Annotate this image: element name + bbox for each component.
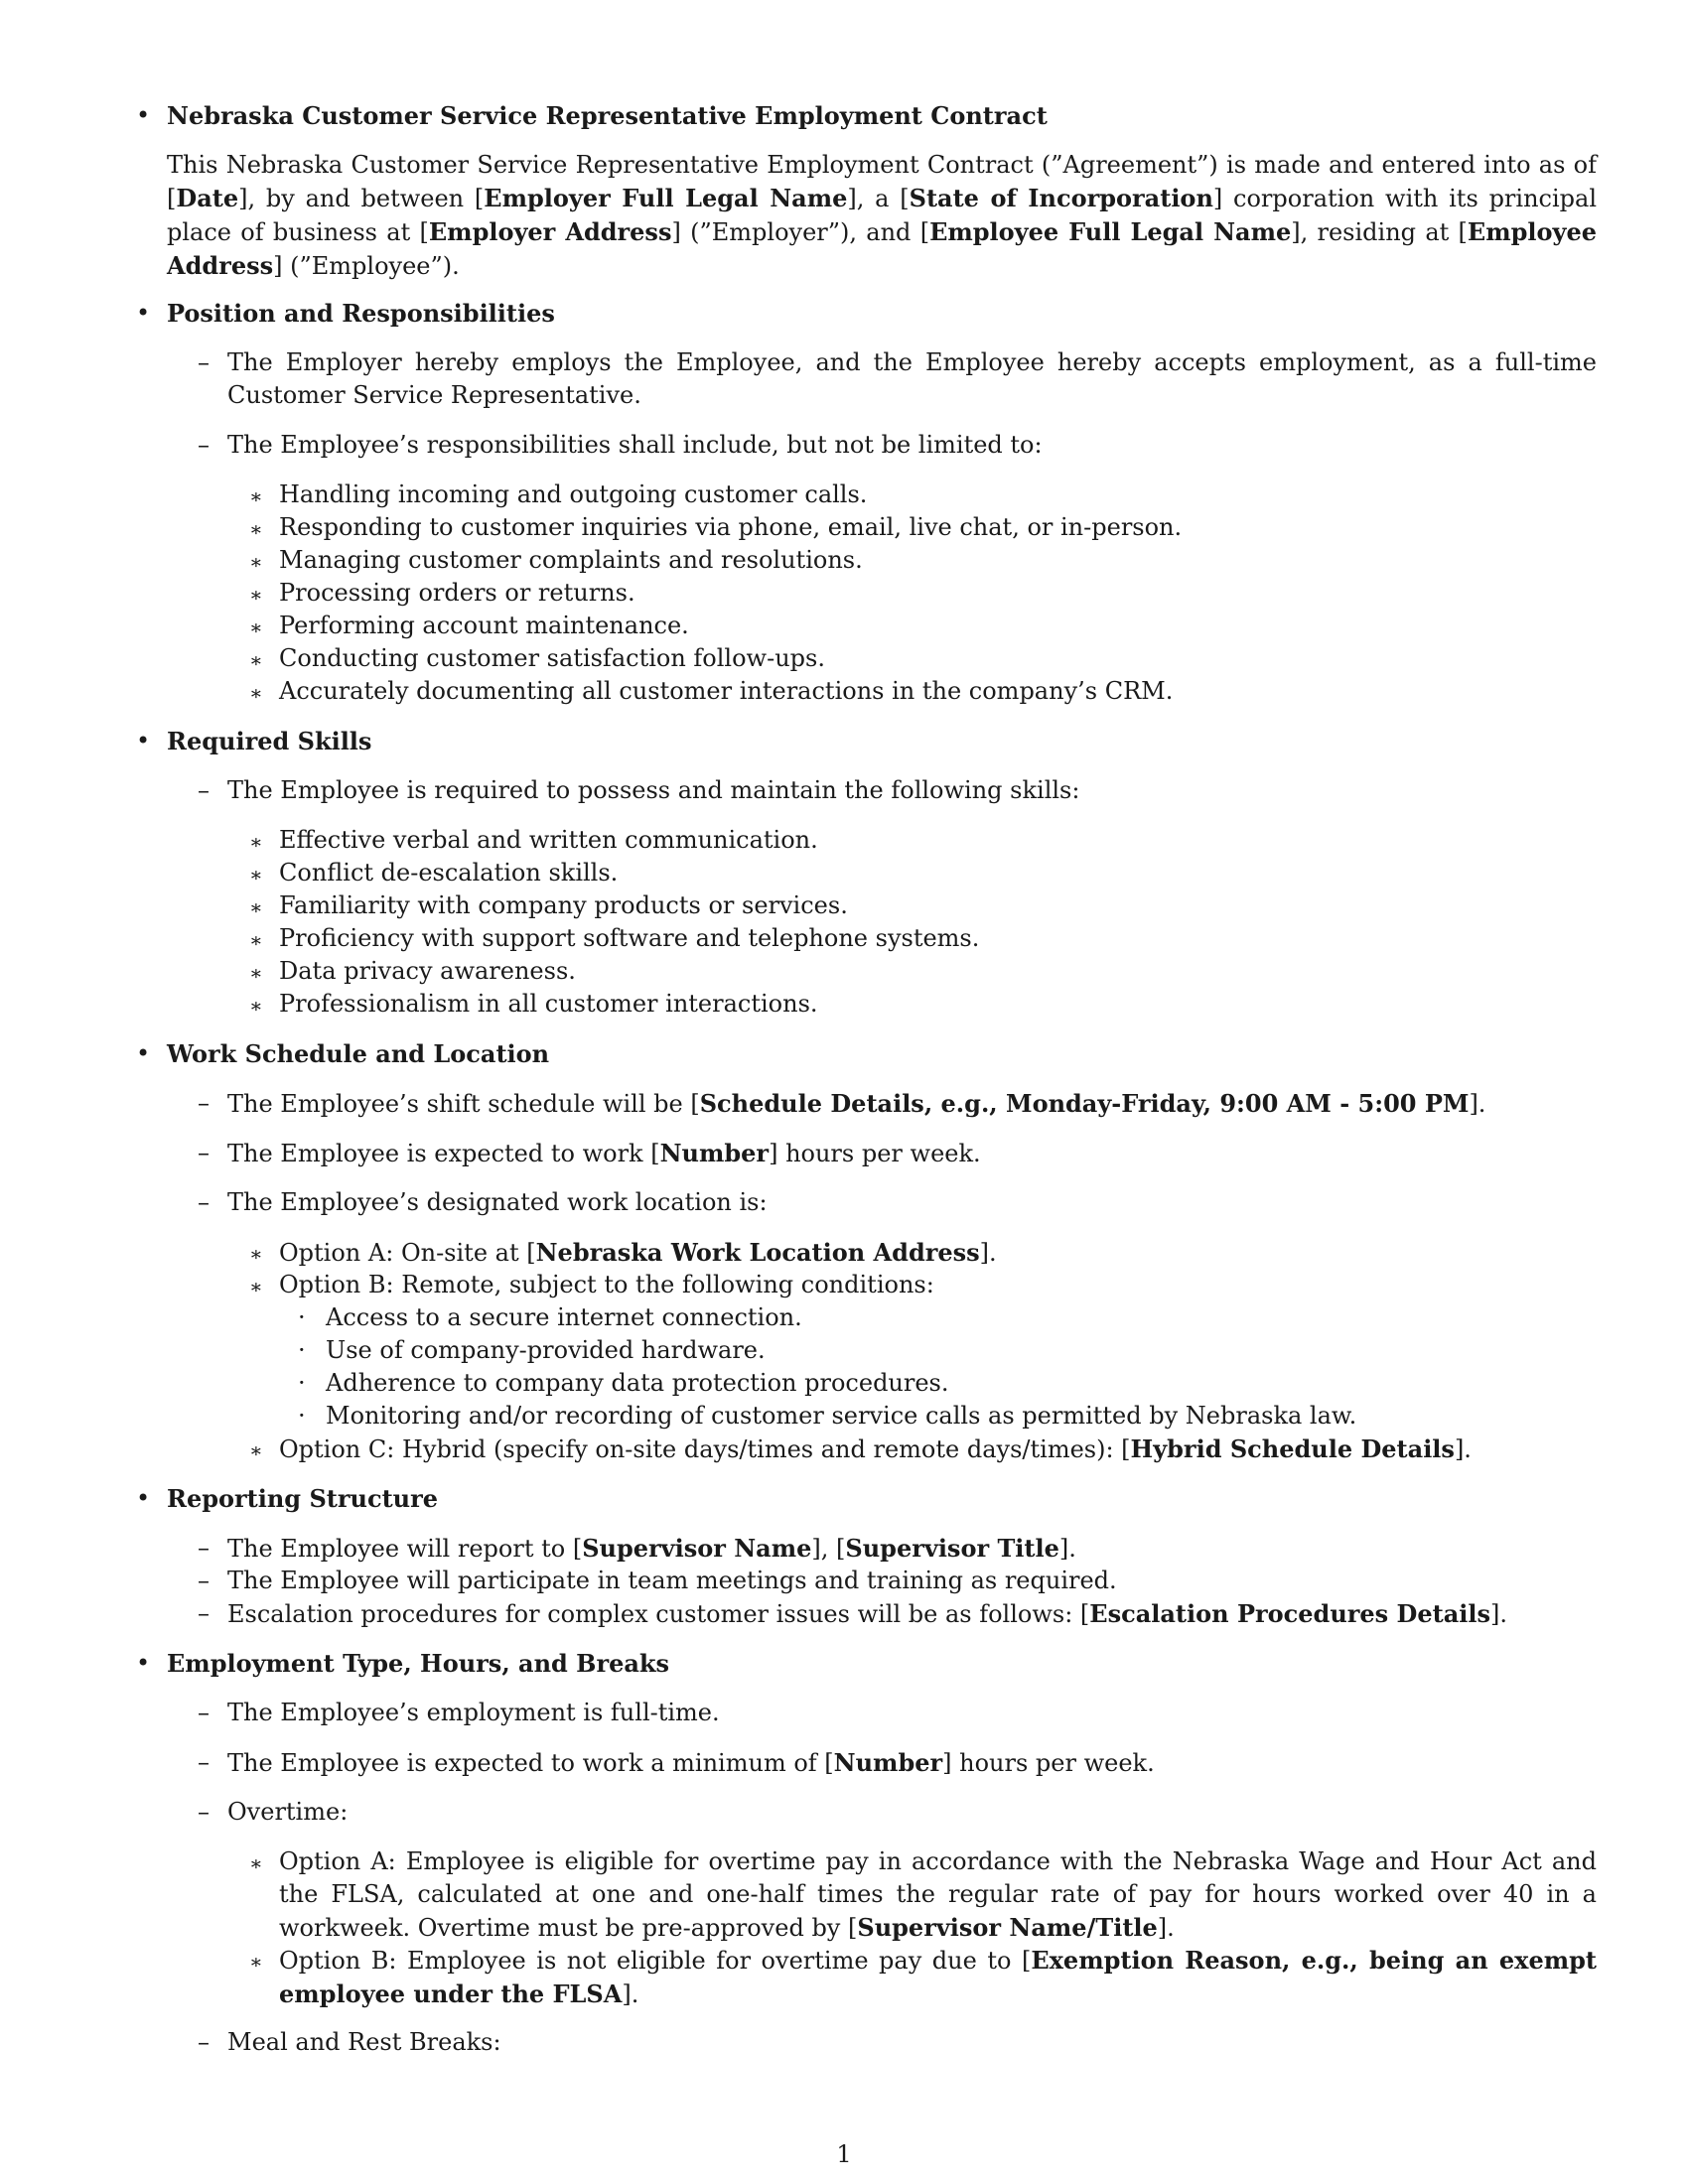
asterisk-icon: ∗ xyxy=(249,615,263,639)
section-heading-skills: • Required Skills xyxy=(136,727,372,755)
dot-icon: · xyxy=(298,1369,306,1397)
list-item: ∗ Professionalism in all customer interactions. xyxy=(279,988,1597,1021)
dash-icon: – xyxy=(198,431,210,459)
section-heading-reporting: • Reporting Structure xyxy=(136,1484,439,1513)
asterisk-icon: ∗ xyxy=(249,484,263,508)
asterisk-icon: ∗ xyxy=(249,648,263,672)
employment-clause-3: – Overtime: xyxy=(227,1796,1597,1829)
section-heading-position: • Position and Responsibilities xyxy=(136,299,555,328)
list-item: ∗ Conflict de-escalation skills. xyxy=(279,857,1597,889)
asterisk-icon: ∗ xyxy=(249,928,263,952)
employment-clause-2: – The Employee is expected to work a minimum of [Number] hours per week. xyxy=(198,1748,1155,1777)
list-item: ∗ Data privacy awareness. xyxy=(279,955,1597,988)
bullet-icon: • xyxy=(136,101,151,129)
list-item: ∗ Familiarity with company products or services. xyxy=(279,889,1597,922)
list-item: ∗ Option A: On-site at [Nebraska Work Location Address]. xyxy=(279,1236,1597,1270)
reporting-clause-2: – The Employee will participate in team meetings and training as required. xyxy=(227,1565,1597,1597)
list-item: ∗ Option C: Hybrid (specify on-site days/times and remote days/times): [Hybrid Schedule Details]. xyxy=(279,1433,1597,1466)
asterisk-icon: ∗ xyxy=(249,517,263,541)
dot-icon: · xyxy=(298,1336,306,1364)
asterisk-icon: ∗ xyxy=(249,863,263,887)
dash-icon: – xyxy=(198,1534,210,1562)
intro-paragraph: This Nebraska Customer Service Representative Employment Contract (”Agreement”) is made and entered into as of [Date], by and between [Employer Full Legal Name], a [State of Incorporation] corporation with its principal place of business at [Employer Address] (”Employer”), and [Employee Full Legal Name], residing at [Employee Address] (”Employee”). xyxy=(167,151,1597,280)
section-heading-employment: • Employment Type, Hours, and Breaks xyxy=(136,1649,670,1678)
bullet-icon: • xyxy=(136,1649,151,1677)
asterisk-icon: ∗ xyxy=(249,1950,263,1974)
section-heading-schedule: • Work Schedule and Location xyxy=(136,1039,550,1068)
asterisk-icon: ∗ xyxy=(249,681,263,705)
position-clause-1: – The Employer hereby employs the Employee, and the Employee hereby accepts employment, as a full-time Customer Service Representative. xyxy=(198,348,1597,409)
employment-clause-1: – The Employee’s employment is full-time. xyxy=(227,1697,1597,1729)
skills-clause: – The Employee is required to possess and maintain the following skills: xyxy=(227,774,1597,807)
schedule-clause-1: – The Employee’s shift schedule will be [Schedule Details, e.g., Monday-Friday, 9:00 AM - 5:00 PM]. xyxy=(198,1089,1486,1118)
asterisk-icon: ∗ xyxy=(249,961,263,985)
dash-icon: – xyxy=(198,1599,210,1627)
dash-icon: – xyxy=(198,776,210,804)
dash-icon: – xyxy=(198,348,210,376)
bullet-icon: • xyxy=(136,1039,151,1067)
reporting-clause-1: – The Employee will report to [Supervisor Name], [Supervisor Title]. xyxy=(198,1534,1076,1563)
list-item: ∗ Handling incoming and outgoing customer calls. xyxy=(279,478,1597,511)
dash-icon: – xyxy=(198,1798,210,1826)
asterisk-icon: ∗ xyxy=(249,1438,263,1462)
list-item: ∗ Accurately documenting all customer interactions in the company’s CRM. xyxy=(279,675,1597,708)
list-item: ∗ Conducting customer satisfaction follow-ups. xyxy=(279,642,1597,675)
bullet-icon: • xyxy=(136,299,151,327)
bullet-icon: • xyxy=(136,727,151,754)
dash-icon: – xyxy=(198,1748,210,1776)
asterisk-icon: ∗ xyxy=(249,550,263,574)
asterisk-icon: ∗ xyxy=(249,1275,263,1298)
dash-icon: – xyxy=(198,2028,210,2056)
list-item: ∗ Option B: Remote, subject to the following conditions: xyxy=(279,1269,1597,1301)
list-item: ∗ Effective verbal and written communication. xyxy=(279,824,1597,857)
dash-icon: – xyxy=(198,1567,210,1594)
list-item: ∗ Processing orders or returns. xyxy=(279,577,1597,610)
sub-list-item: · Access to a secure internet connection. xyxy=(326,1301,1597,1334)
section-title: • Nebraska Customer Service Representative Employment Contract xyxy=(136,101,1048,130)
bullet-icon: • xyxy=(136,1484,151,1512)
asterisk-icon: ∗ xyxy=(249,1242,263,1266)
sub-list-item: · Adherence to company data protection procedures. xyxy=(326,1367,1597,1400)
dash-icon: – xyxy=(198,1089,210,1117)
list-item: ∗ Option A: Employee is eligible for overtime pay in accordance with the Nebraska Wage and Hour Act and the FLSA, calculated at one and one-half times the regular rate of pay for hours worked over 40 in a workweek. Overtime must be pre-approved by [Supervisor Name/Title]. xyxy=(249,1847,1597,1942)
asterisk-icon: ∗ xyxy=(249,1851,263,1875)
position-clause-2: – The Employee’s responsibilities shall include, but not be limited to: xyxy=(227,429,1597,462)
asterisk-icon: ∗ xyxy=(249,830,263,854)
employment-clause-4: – Meal and Rest Breaks: xyxy=(227,2026,1597,2059)
asterisk-icon: ∗ xyxy=(249,994,263,1018)
schedule-clause-3: – The Employee’s designated work location is: xyxy=(227,1186,1597,1219)
list-item: ∗ Managing customer complaints and resolutions. xyxy=(279,544,1597,577)
schedule-clause-2: – The Employee is expected to work [Number] hours per week. xyxy=(198,1139,981,1167)
dot-icon: · xyxy=(298,1303,306,1331)
dash-icon: – xyxy=(198,1188,210,1216)
list-item: ∗ Option B: Employee is not eligible for overtime pay due to [Exemption Reason, e.g., being an exempt employee under the FLSA]. xyxy=(249,1946,1597,2008)
list-item: ∗ Responding to customer inquiries via phone, email, live chat, or in-person. xyxy=(279,511,1597,544)
sub-list-item: · Monitoring and/or recording of customer service calls as permitted by Nebraska law. xyxy=(326,1400,1597,1433)
dash-icon: – xyxy=(198,1139,210,1166)
dot-icon: · xyxy=(298,1402,306,1430)
asterisk-icon: ∗ xyxy=(249,583,263,607)
asterisk-icon: ∗ xyxy=(249,895,263,919)
reporting-clause-3: – Escalation procedures for complex customer issues will be as follows: [Escalation Procedures Details]. xyxy=(198,1599,1508,1628)
list-item: ∗ Performing account maintenance. xyxy=(279,610,1597,642)
dash-icon: – xyxy=(198,1699,210,1726)
page-number: 1 xyxy=(836,2140,852,2168)
list-item: ∗ Proficiency with support software and telephone systems. xyxy=(279,922,1597,955)
sub-list-item: · Use of company-provided hardware. xyxy=(326,1334,1597,1367)
